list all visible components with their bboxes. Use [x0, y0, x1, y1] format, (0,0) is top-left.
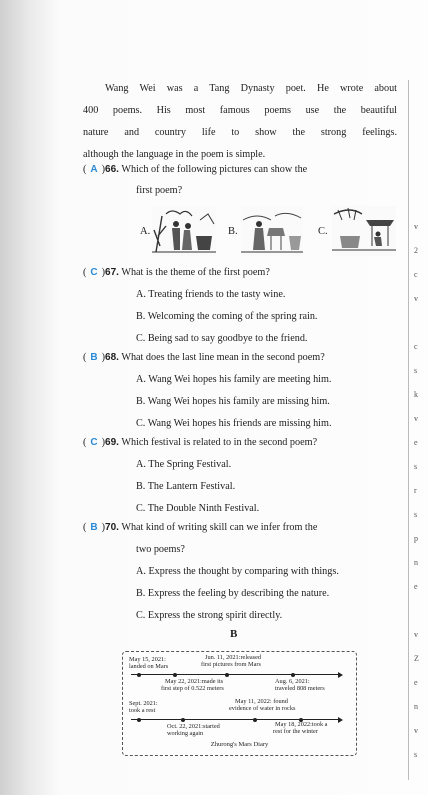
option-a: A. Treating friends to the tasty wine. [136, 289, 286, 300]
fragment: s [414, 366, 418, 375]
paren-open: ( [83, 437, 87, 448]
fragment: n [414, 702, 418, 711]
fragment: 2 [414, 246, 418, 255]
fragment: v [414, 726, 418, 735]
paren-open: ( [83, 267, 87, 278]
passage-line: 400 poems. His most famous poems use the beautiful [83, 105, 397, 116]
question-stem: Which of the following pictures can show the [121, 164, 308, 175]
zhurong-timeline [122, 651, 357, 756]
option-a: A. Express the thought by comparing with things. [136, 566, 339, 577]
picture-label-c: C. [318, 226, 328, 237]
question-stem: Which festival is related to in the second poem? [121, 437, 318, 448]
timeline-arrow-1 [338, 672, 343, 678]
answer-67: C [90, 267, 98, 278]
fragment: v [414, 414, 418, 423]
timeline-event: May 18, 2022:took a rest for the winter [273, 721, 328, 735]
fragment: s [414, 510, 418, 519]
timeline-dot [253, 718, 257, 722]
question-number: 67. [105, 267, 119, 278]
question-stem: What kind of writing skill can we infer from the [121, 522, 318, 533]
paren-close: ) [101, 522, 106, 533]
option-a: A. Wang Wei hopes his family are meeting him. [136, 374, 332, 385]
question-67 [83, 267, 270, 278]
paren-open: ( [83, 522, 87, 533]
fragment: e [414, 438, 418, 447]
option-b: B. The Lantern Festival. [136, 481, 236, 492]
answer-70: B [90, 522, 98, 533]
section-b-heading: B [230, 628, 238, 640]
passage [83, 78, 397, 166]
timeline-event: May 11, 2022: found evidence of water in rocks [229, 698, 296, 712]
adjacent-column-fragments [414, 0, 428, 795]
question-stem: What does the last line mean in the second poem? [121, 352, 325, 363]
fragment: s [414, 462, 418, 471]
timeline-dot [291, 673, 295, 677]
timeline-axis-1 [131, 674, 339, 675]
fragment: r [414, 486, 417, 495]
option-b: B. Welcoming the coming of the spring rain. [136, 311, 318, 322]
picture-c-pavilion-illustration [332, 206, 396, 256]
passage-line: nature and country life to show the strong feelings. [83, 127, 397, 138]
question-stem-continued: two poems? [136, 544, 185, 555]
timeline-dot [181, 718, 185, 722]
picture-label-b: B. [228, 226, 238, 237]
paren-close: ) [101, 267, 106, 278]
option-a: A. The Spring Festival. [136, 459, 232, 470]
timeline-caption: Zhurong's Mars Diary [210, 741, 269, 748]
timeline-event: May 22, 2021:made its first step of 0.522 meters [161, 678, 224, 692]
question-70 [83, 522, 317, 533]
option-c: C. The Double Ninth Festival. [136, 503, 260, 514]
question-number: 69. [105, 437, 119, 448]
timeline-event: Oct. 22, 2021:started working again [167, 723, 220, 737]
question-stem: What is the theme of the first poem? [121, 267, 270, 278]
paren-close: ) [101, 164, 106, 175]
fragment: k [414, 390, 418, 399]
fragment: e [414, 582, 418, 591]
question-69 [83, 437, 317, 448]
answer-66: A [90, 164, 98, 175]
paren-open: ( [83, 352, 87, 363]
timeline-dot [225, 673, 229, 677]
question-stem-continued: first poem? [136, 185, 183, 196]
question-66 [83, 164, 307, 175]
fragment: v [414, 630, 418, 639]
paren-close: ) [101, 352, 106, 363]
passage-line: although the language in the poem is simple. [83, 149, 266, 160]
option-b: B. Express the feeling by describing the nature. [136, 588, 330, 599]
option-c: C. Express the strong spirit directly. [136, 610, 283, 621]
fragment: v [414, 294, 418, 303]
timeline-event: Jun. 11, 2021:released first pictures from Mars [201, 654, 262, 668]
question-number: 66. [105, 164, 119, 175]
fragment: c [414, 270, 418, 279]
passage-line: Wang Wei was a Tang Dynasty poet. He wrote about [105, 83, 397, 94]
timeline-dot [137, 673, 141, 677]
fragment: s [414, 750, 418, 759]
fragment: n [414, 558, 418, 567]
picture-b-scholar-illustration [241, 206, 303, 256]
timeline-arrow-2 [338, 717, 343, 723]
answer-68: B [90, 352, 98, 363]
timeline-dot [173, 673, 177, 677]
fragment: p [414, 534, 418, 543]
timeline-event: May 15, 2021: landed on Mars [129, 656, 169, 670]
timeline-axis-2 [131, 719, 339, 720]
question-number: 68. [105, 352, 119, 363]
fragment: c [414, 342, 418, 351]
question-68 [83, 352, 325, 363]
fragment: v [414, 222, 418, 231]
timeline-dot [137, 718, 141, 722]
question-number: 70. [105, 522, 119, 533]
timeline-event: Sept. 2021: took a rest [129, 700, 158, 714]
picture-a-farewell-illustration [152, 206, 216, 256]
paren-close: ) [101, 437, 106, 448]
timeline-event: Aug. 6, 2021: traveled 808 meters [275, 678, 325, 692]
picture-label-a: A. [140, 226, 151, 237]
option-b: B. Wang Wei hopes his family are missing him. [136, 396, 330, 407]
option-c: C. Wang Wei hopes his friends are missing him. [136, 418, 332, 429]
answer-69: C [90, 437, 98, 448]
paren-open: ( [83, 164, 87, 175]
fragment: Z [414, 654, 419, 663]
fragment: e [414, 678, 418, 687]
option-c: C. Being sad to say goodbye to the friend. [136, 333, 308, 344]
column-divider [408, 80, 409, 780]
